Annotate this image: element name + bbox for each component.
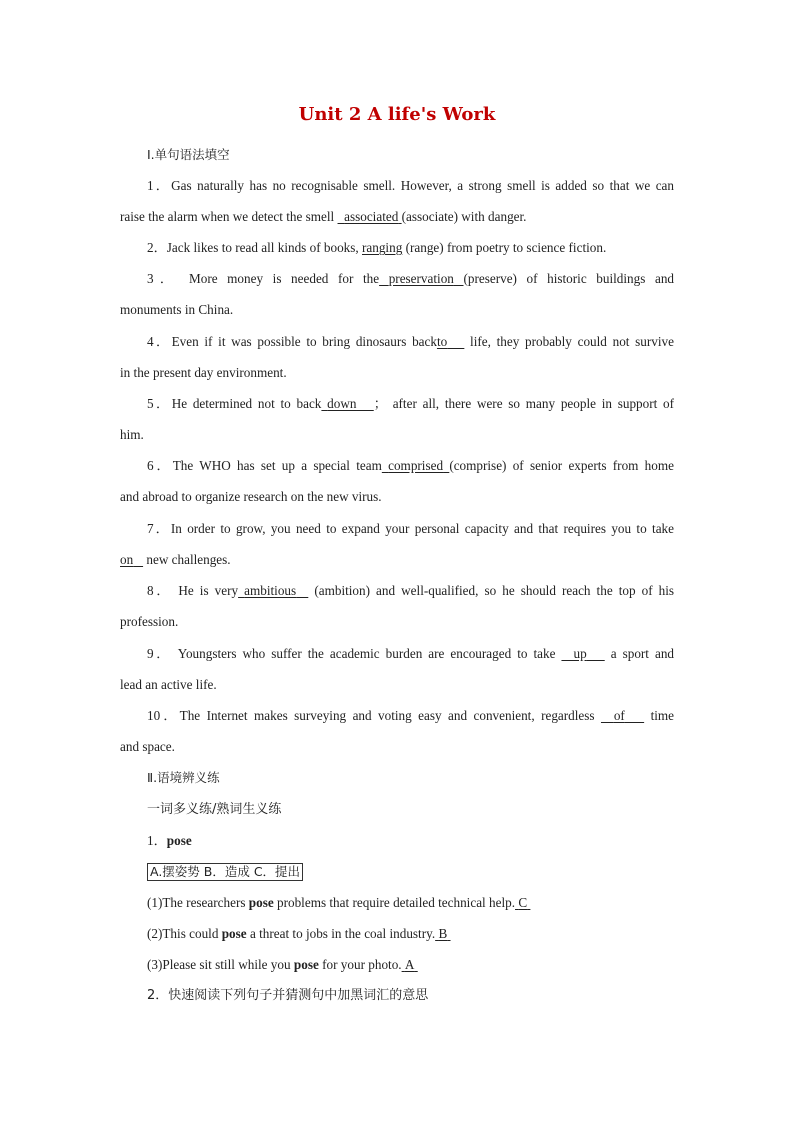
word-1-options <box>147 863 674 881</box>
item-8-line-1: 8． He is very ambitious (ambition) and well-qualified, so he should reach the top of his <box>147 583 675 598</box>
answer-blank: of <box>613 708 625 723</box>
answer-blank: to <box>436 334 448 349</box>
options-box: A.摆姿势 B．造成 C．提出 <box>147 863 303 881</box>
item-6-line-1: 6．The WHO has set up a special team comprised (comprise) of senior experts from home <box>147 458 674 473</box>
answer-blank: associated <box>344 209 399 224</box>
answer-blank: up <box>573 646 587 661</box>
item-9-line-1: 9． Youngsters who suffer the academic burden are encouraged to take up a sport and <box>147 646 675 661</box>
answer-blank: comprised <box>388 458 444 473</box>
item-1-line-1: 1．Gas naturally has no recognisable smell. However, a strong smell is added so that we can <box>147 178 675 193</box>
item-7-line-2: on new challenges. <box>120 552 231 567</box>
word-1-heading: 1．pose <box>147 833 192 848</box>
answer-blank: A <box>404 957 415 972</box>
pose-sentence-1: (1)The researchers pose problems that require detailed technical help. C <box>147 894 674 912</box>
answer-blank: B <box>438 926 448 941</box>
item-10-line-2: and space. <box>120 739 175 754</box>
section-2-heading: Ⅱ.语境辨义练 <box>147 770 220 785</box>
item-3-line-1: 3． More money is needed for the preservation (preserve) of historic buildings and <box>147 271 675 286</box>
pose-sentence-3: (3)Please sit still while you pose for your photo. A <box>147 956 674 974</box>
page-title: Unit 2 A life's Work <box>298 104 496 125</box>
item-9-line-2: lead an active life. <box>120 677 217 692</box>
item-10-line-1: 10．The Internet makes surveying and voting easy and convenient, regardless of time <box>147 708 675 723</box>
answer-blank: on <box>120 552 134 567</box>
answer-blank: preservation <box>388 271 454 286</box>
item-4-line-2: in the present day environment. <box>120 365 287 380</box>
answer-blank: C <box>518 895 528 910</box>
item-7-line-1: 7．In order to grow, you need to expand your personal capacity and that requires you to take <box>147 521 674 536</box>
answer-blank: ambitious <box>244 583 297 598</box>
answer-blank: down <box>327 396 357 411</box>
section-2-subheading: 一词多义练/熟词生义练 <box>147 802 282 817</box>
item-6-line-2: and abroad to organize research on the new virus. <box>120 489 382 504</box>
answer-blank: ranging <box>362 240 403 255</box>
item-8-line-2: profession. <box>120 614 179 629</box>
item-1-line-2: raise the alarm when we detect the smell associated (associate) with danger. <box>120 209 527 224</box>
item-2-instruction: 2．快速阅读下列句子并猜测句中加黑词汇的意思 <box>147 988 429 1003</box>
item-3-line-2: monuments in China. <box>120 302 234 317</box>
item-5-line-2: him. <box>120 427 144 442</box>
item-2-line-1: 2．Jack likes to read all kinds of books, ranging (range) from poetry to science fiction. <box>147 240 607 255</box>
pose-sentence-2: (2)This could pose a threat to jobs in the coal industry. B <box>147 925 674 943</box>
item-4-line-1: 4．Even if it was possible to bring dinosaurs backto life, they probably could not survive <box>147 334 674 349</box>
section-1-heading: Ⅰ.单句语法填空 <box>147 147 230 162</box>
item-5-line-1: 5．He determined not to back down ； after all, there were so many people in support of <box>147 396 675 411</box>
